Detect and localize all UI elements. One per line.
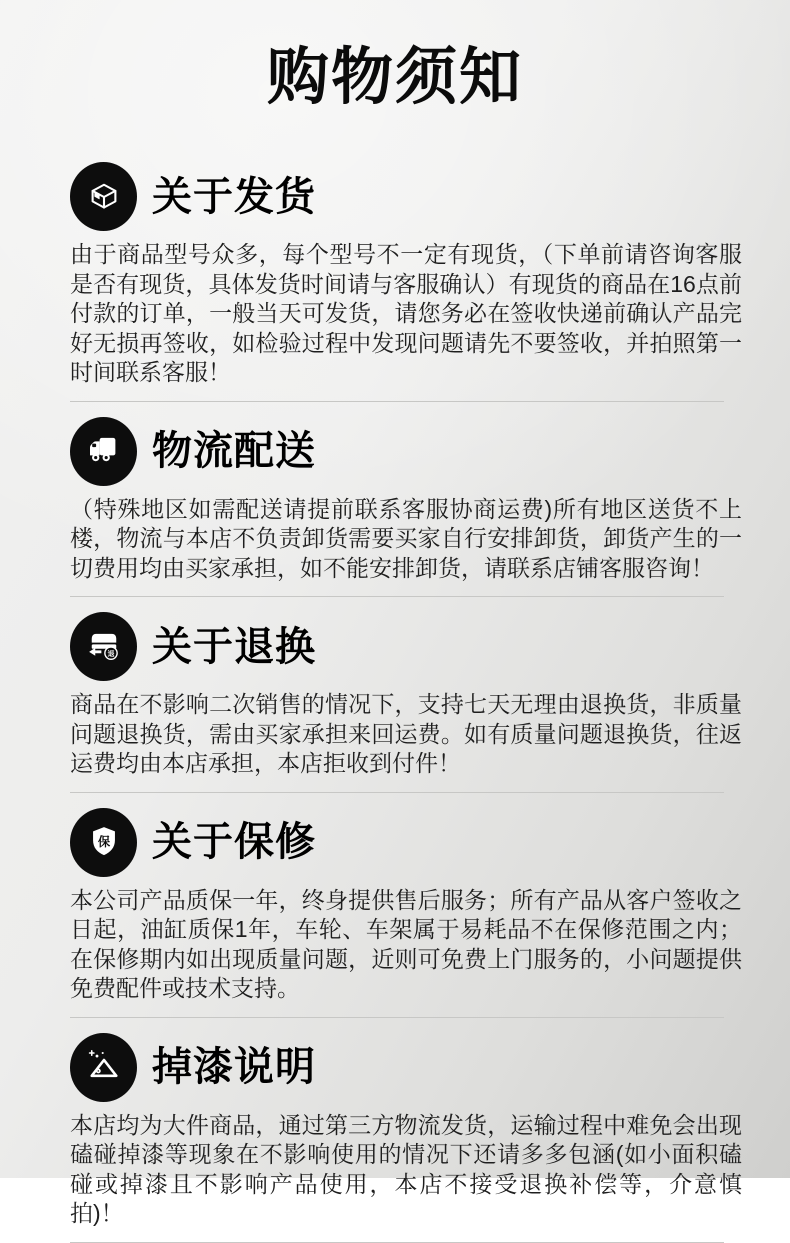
divider	[70, 596, 724, 597]
section-title: 物流配送	[152, 429, 316, 473]
paint-pile-icon	[70, 1033, 137, 1102]
package-icon	[70, 162, 137, 231]
divider	[70, 1017, 724, 1018]
section-header	[70, 612, 742, 681]
warranty-badge-text: 保	[97, 834, 110, 849]
section-body: 本公司产品质保一年，终身提供售后服务；所有产品从客户签收之日起，油缸质保1年，车轮、车架属于易耗品不在保修范围之内；在保修期内如出现质量问题，近则可免费上门服务的，小问题提供免费配件或技术支持。	[70, 886, 742, 1001]
page-title: 购物须知	[266, 43, 523, 112]
truck-icon	[70, 417, 137, 486]
section-header	[70, 162, 742, 231]
return-box-icon	[70, 612, 137, 681]
section-title: 关于发货	[152, 174, 316, 219]
section-header	[70, 417, 742, 486]
section-shipping	[70, 162, 742, 388]
divider	[70, 1242, 724, 1243]
section-header	[70, 808, 742, 877]
section-header	[70, 1033, 742, 1102]
section-returns	[70, 612, 742, 779]
section-body: 由于商品型号众多，每个型号不一定有现货，（下单前请咨询客服是否有现货，具体发货时间请与客服确认）有现货的商品在16点前付款的订单，一般当天可发货，请您务必在签收快递前确认产品完好无损再签收，如检验过程中发现问题请先不要签收，并拍照第一时间联系客服！	[70, 241, 742, 385]
return-badge-text: 退	[107, 650, 114, 658]
divider	[70, 792, 724, 793]
section-title: 关于退换	[152, 624, 316, 669]
shield-icon	[70, 808, 137, 877]
section-logistics	[70, 417, 742, 584]
section-title: 掉漆说明	[152, 1045, 316, 1089]
section-paint	[70, 1033, 742, 1229]
section-body: 本店均为大件商品，通过第三方物流发货，运输过程中难免会出现磕碰掉漆等现象在不影响使用的情况下还请多多包涵(如小面积磕碰或掉漆且不影响产品使用，本店不接受退换补偿等，介意慎拍)！	[70, 1111, 742, 1226]
divider	[70, 401, 724, 402]
section-warranty	[70, 808, 742, 1004]
section-body: （特殊地区如需配送请提前联系客服协商运费)所有地区送货不上楼，物流与本店不负责卸货需要买家自行安排卸货，卸货产生的一切费用均由买家承担，如不能安排卸货，请联系店铺客服咨询！	[70, 495, 742, 581]
section-body: 商品在不影响二次销售的情况下，支持七天无理由退换货，非质量问题退换货，需由买家承担来回运费。如有质量问题退换货，往返运费均由本店承担，本店拒收到付件！	[70, 691, 742, 776]
section-title: 关于保修	[152, 820, 316, 864]
